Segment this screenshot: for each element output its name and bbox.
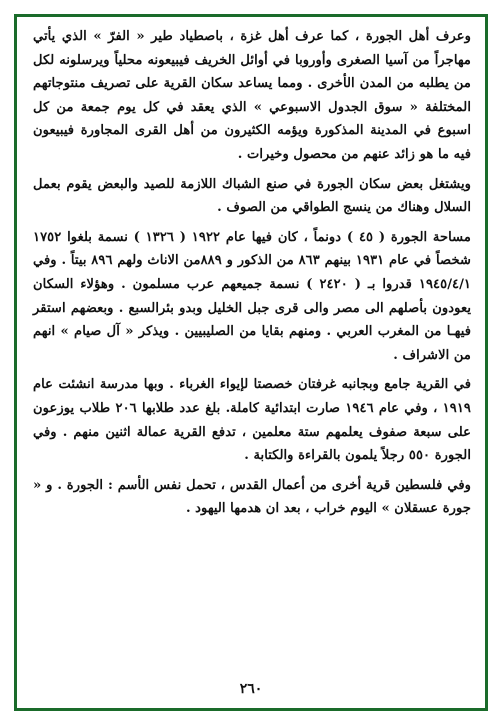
page-number: ٢٦٠ (239, 681, 263, 697)
paragraph-hunting-and-market: وعرف أهل الجورة ، كما عرف أهل غزة ، باصطياد طير « الفرّ » الذي يأتي مهاجراً من آسيا الصغرى وأوروبا في أوائل الخريف فيبيعونه محلياً ويرسلونه لكل من يطلبه من المدن الأخرى . ومما يساعد سكان القرية على تصريف منتوجاتهم المختلفة « سوق الجدول الاسبوعي » الذي يعقد في كل يوم جمعة من كل اسبوع في المدينة المذكورة ويؤمه الكثيرون من أهل القرى المجاورة فيبيعون فيه ما هو زائد عنهم من محصول وخيرات . (33, 29, 471, 162)
paragraph-mosque-and-school: في القرية جامع وبجانبه غرفتان خصصتا لإيواء الغرباء . وبها مدرسة انشئت عام ١٩١٩ ، وفي عام ١٩٤٦ صارت ابتدائية كاملة. بلغ عدد طلابها ٢٠٦ طلاب يوزعون على سبعة صفوف يعلمهم ستة معلمين ، تدفع القرية عمالة اثنين منهم . وفي الجورة ٥٥٠ رجلاً يلمون بالقراءة والكتابة . (33, 377, 471, 464)
page-frame (14, 14, 488, 711)
paragraph-crafts: ويشتغل بعض سكان الجورة في صنع الشباك اللازمة للصيد والبعض يقوم بعمل السلال وهناك من ينسج الطواقي من الصوف . (33, 176, 471, 216)
paragraph-other-village: وفي فلسطين قرية أخرى من أعمال القدس ، تحمل نفس الأسم : الجورة . و « جورة عسقلان » اليوم خراب ، بعد ان هدمها اليهود . (33, 477, 471, 517)
paragraph-population: مساحة الجورة ( ٤٥ ) دونماً ، كان فيها عام ١٩٢٢ ( ١٣٢٦ ) نسمة بلغوا ١٧٥٢ شخصاً في عام ١٩٣١ بينهم ٨٦٣ من الذكور و ٨٨٩من الاناث ولهم ٨٩٦ بيتاً . وفي ١٩٤٥/٤/١ قدروا بـ ( ٢٤٢٠ ) نسمة جميعهم عرب مسلمون . وهؤلاء السكان يعودون بأصلهم الى مصر والى قرى جبل الخليل وبدو بئرالسبع . وبعضهم استقر فيهـا من المغرب العربي . ومنهم بقايا من الصليبيين . ويذكر « آل صيام » انهم من الاشراف . (33, 229, 472, 363)
page-content (33, 25, 471, 527)
